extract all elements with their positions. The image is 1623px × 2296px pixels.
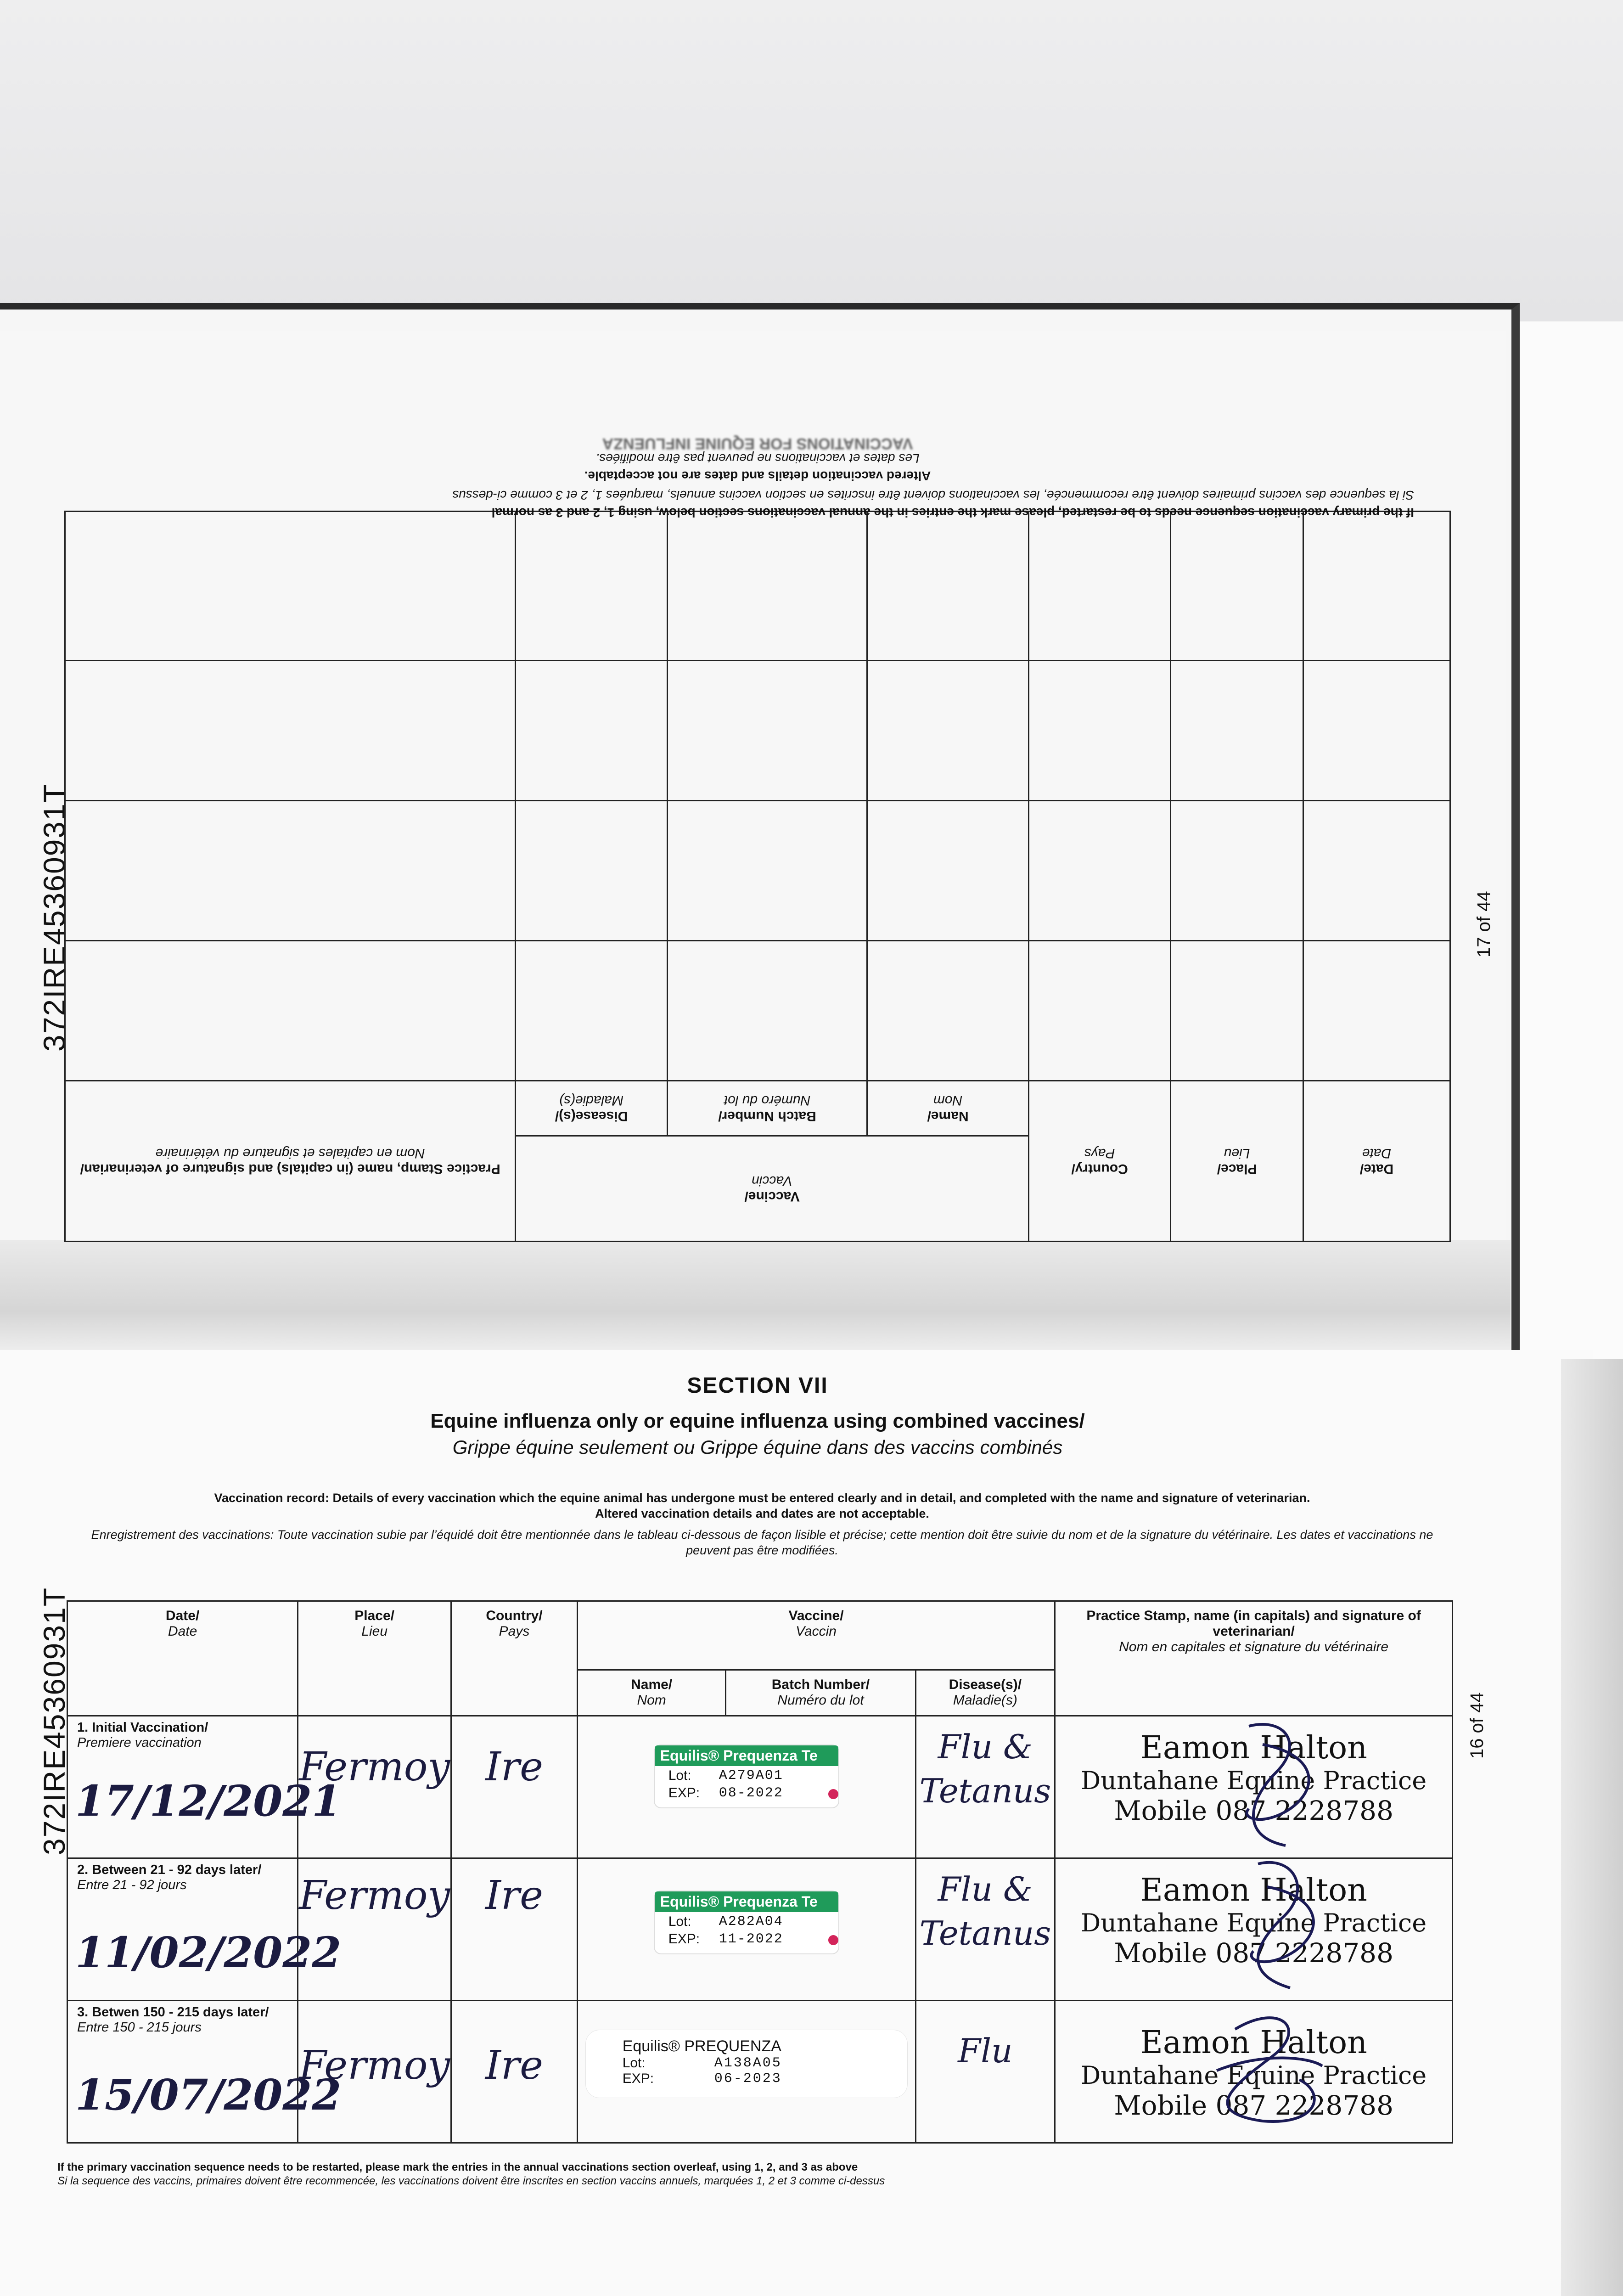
col-place: Place/ Lieu (1171, 1081, 1303, 1242)
restart-note-top: If the primary vaccination sequence needs to be restarted, please mark the entries in the annual vaccinations section below, using 1, 2 and 3 as normal Si la sequence des vaccins primaires doivent être recommencée, les vaccinations doivent être inscrites en section vaccins annuels, marquées 1, 2 et 3 comme ci-dessus (452, 488, 1414, 520)
col-vaccine: Vaccine/ Vaccin (516, 1136, 1029, 1242)
sticker-dot (828, 1935, 838, 1945)
col-name: Name/ Nom (577, 1670, 726, 1716)
page-number-bottom: 16 of 44 (1467, 1692, 1487, 1759)
handwritten-country: Ire (451, 2001, 578, 2143)
vaccine-sticker-cell (577, 2001, 915, 2143)
exp-line: EXP: 08-2022 (668, 1785, 783, 1801)
handwritten-date: 11/02/2022 (75, 1928, 342, 1977)
serial-number-top: 372IRE45360931T (37, 783, 71, 1052)
practice-mobile: Mobile 087 2228788 (1114, 1795, 1393, 1826)
handwritten-place: Fermoy (298, 1858, 451, 2001)
handwritten-place: Fermoy (298, 1716, 451, 1858)
page-number-top: 17 of 44 (1474, 891, 1494, 957)
exp-line: EXP: 06-2023 (622, 2071, 782, 2087)
row-label: 1. Initial Vaccination/ Premiere vaccination 17/12/2021 (67, 1716, 298, 1858)
vaccine-sticker (655, 1745, 838, 1807)
altered-note-top: Altered vaccination details and dates are not acceptable. Les dates et vaccinations ne peuvent pas être modifiées. (584, 451, 931, 483)
empty-row (65, 941, 1450, 1081)
practice-name: Duntahane Equine Practice (1080, 1766, 1427, 1795)
vaccine-brand: Equilis® Prequenza Te (655, 1891, 838, 1912)
handwritten-country: Ire (451, 1858, 578, 2001)
col-place: Place/ Lieu (298, 1601, 451, 1716)
col-stamp: Practice Stamp, name (in capitals) and signature of veterinarian/ Nom en capitales et signature du vétérinaire (65, 1081, 516, 1242)
lot-line: Lot: A138A05 (622, 2055, 782, 2071)
instruction-fr: Enregistrement des vaccinations: Toute vaccination subie par l’équidé doit être mentionnée dans le tableau ci-dessous de façon lisible et précise; cette mention doit être suivie du nom et de la signature du vétérinaire. Les dates et vaccinations ne peuvent pas être modifiées. (91, 1528, 1433, 1557)
sticker-dot (828, 1789, 838, 1799)
vaccine-sticker-cell (577, 1716, 915, 1858)
empty-row (65, 661, 1450, 801)
row-label: 2. Between 21 - 92 days later/ Entre 21 - 92 jours 11/02/2022 (67, 1858, 298, 2001)
vaccine-brand: Equilis® PREQUENZA (622, 2037, 781, 2055)
practice-mobile: Mobile 087 2228788 (1114, 2090, 1393, 2121)
empty-row (65, 512, 1450, 661)
serial-number-bottom: 372IRE45360931T (37, 1587, 71, 1855)
page-title: Equine influenza only or equine influenza using combined vaccines/ (430, 1410, 1085, 1432)
row-label: 3. Betwen 150 - 215 days later/ Entre 150 - 215 jours 15/07/2022 (67, 2001, 298, 2143)
vet-name: Eamon Halton (1140, 1730, 1367, 1766)
page-edge (1561, 1359, 1623, 2296)
vet-stamp (1056, 1717, 1451, 1826)
lot-line: Lot: A279A01 (668, 1768, 783, 1784)
col-name: Name/ Nom (867, 1081, 1029, 1136)
vet-stamp-cell (1055, 1858, 1453, 2001)
vaccination-row-2 (67, 1858, 1453, 2001)
empty-vaccination-table (64, 511, 1451, 1242)
instruction-en: Vaccination record: Details of every vaccination which the equine animal has undergone must be entered clearly and in detail, and completed with the name and signature of veterinarian. Altered vaccination details and dates are not acceptable. (214, 1491, 1310, 1520)
col-date: Date/ Date (67, 1601, 298, 1716)
col-batch: Batch Number/ Numéro du lot (667, 1081, 867, 1136)
practice-mobile: Mobile 087 2228788 (1114, 1937, 1393, 1969)
col-batch: Batch Number/ Numéro du lot (726, 1670, 915, 1716)
practice-name: Duntahane Equine Practice (1080, 2061, 1427, 2090)
handwritten-country: Ire (451, 1716, 578, 1858)
col-country: Country/ Pays (1028, 1081, 1171, 1242)
vet-name: Eamon Halton (1140, 1872, 1367, 1908)
vaccination-table (67, 1600, 1453, 2144)
empty-row (65, 801, 1450, 941)
page-gutter (0, 1240, 1511, 1359)
handwritten-date: 15/07/2022 (75, 2070, 342, 2120)
upside-down-page (64, 435, 1451, 1242)
handwritten-date: 17/12/2021 (75, 1776, 342, 1826)
vaccination-row-3 (67, 2001, 1453, 2143)
vaccine-sticker (586, 2030, 907, 2098)
lot-line: Lot: A282A04 (668, 1914, 783, 1930)
restart-footer: If the primary vaccination sequence needs to be restarted, please mark the entries in the annual vaccinations section overleaf, using 1, 2, and 3 as above Si la sequence des vaccins, primaires doivent être recommencée, les vaccinations doivent être inscrites en section vaccins annuels, marquées 1, 2 et 3 comme ci-dessus (57, 2161, 885, 2187)
vet-stamp (1056, 1859, 1451, 1969)
col-stamp: Practice Stamp, name (in capitals) and signature of veterinarian/ Nom en capitales et signature du vétérinaire (1055, 1601, 1453, 1716)
faint-heading-top: VACCINATIONS FOR EQUINE INFLUENZA (602, 435, 913, 452)
practice-name: Duntahane Equine Practice (1080, 1908, 1427, 1937)
vaccine-brand: Equilis® Prequenza Te (655, 1745, 838, 1766)
vet-name: Eamon Halton (1140, 2025, 1367, 2061)
page-title-fr: Grippe équine seulement ou Grippe équine dans des vaccins combinés (452, 1436, 1063, 1458)
handwritten-diseases: Flu (915, 2001, 1055, 2143)
vet-stamp-cell (1055, 1716, 1453, 1858)
col-vaccine: Vaccine/ Vaccin (577, 1601, 1055, 1670)
vet-stamp-cell (1055, 2001, 1453, 2143)
col-disease: Disease(s)/ Maladie(s) (516, 1081, 668, 1136)
vaccine-sticker (655, 1891, 838, 1953)
col-date: Date/ Date (1303, 1081, 1450, 1242)
scanner-background (0, 0, 1623, 321)
section-title: SECTION VII (687, 1373, 828, 1398)
exp-line: EXP: 11-2022 (668, 1931, 783, 1947)
col-country: Country/ Pays (451, 1601, 578, 1716)
vaccine-sticker-cell (577, 1858, 915, 2001)
handwritten-place: Fermoy (298, 2001, 451, 2143)
vet-stamp (1056, 2002, 1451, 2121)
handwritten-diseases: Flu & Tetanus (915, 1858, 1055, 2001)
handwritten-diseases: Flu & Tetanus (915, 1716, 1055, 1858)
vaccination-row-1 (67, 1716, 1453, 1858)
col-disease: Disease(s)/ Maladie(s) (915, 1670, 1055, 1716)
